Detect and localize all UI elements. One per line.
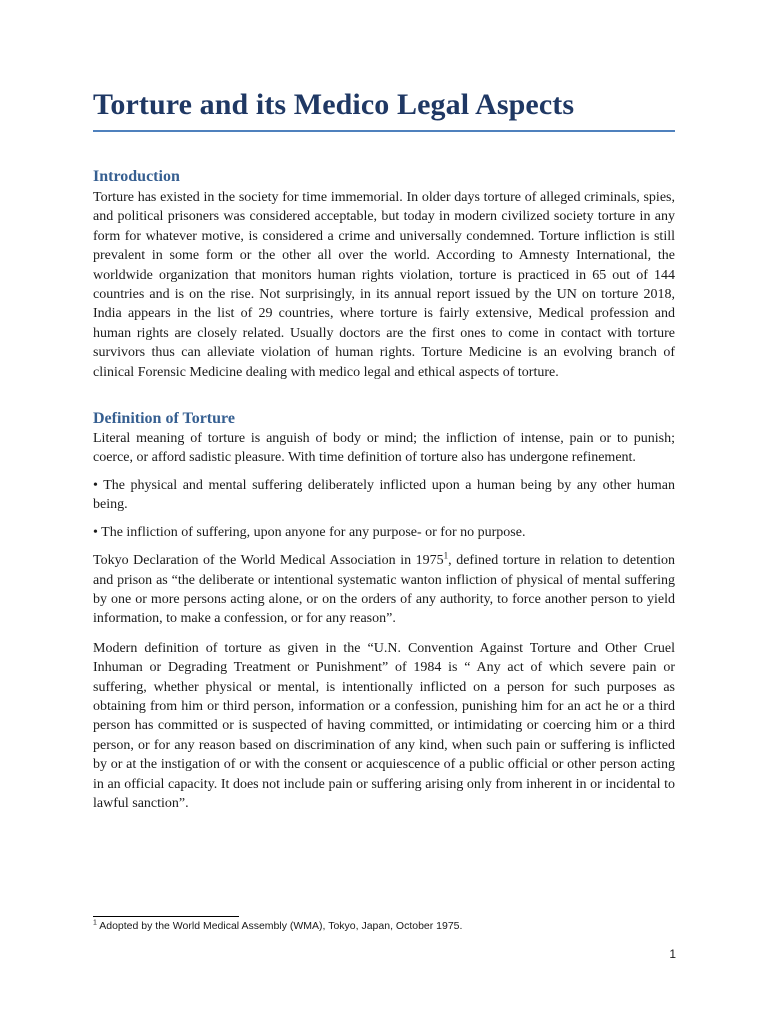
title-underline — [93, 130, 675, 132]
definition-paragraph: Literal meaning of torture is anguish of body or mind; the infliction of intense, pain or to punish; coerce, or afford sadistic pleasure. With time definition of torture also has undergone refinement. — [93, 431, 675, 466]
definition-bullet-2: • The infliction of suffering, upon anyone for any purpose- or for no purpose. — [93, 524, 526, 540]
tokyo-text-start: Tokyo Declaration of the World Medical Association in 1975 — [93, 553, 444, 569]
footnote-separator — [93, 916, 239, 917]
document-title: Torture and its Medico Legal Aspects — [93, 88, 575, 121]
page-number: 1 — [669, 947, 676, 961]
footnote-marker: 1 — [93, 919, 97, 927]
footnote — [93, 920, 462, 932]
introduction-paragraph: Torture has existed in the society for time immemorial. In older days torture of alleged criminals, spies, and political prisoners was considered acceptable, but today in modern civilized society torture in any form for whatever motive, is considered a crime and universally condemned. Torture infliction is still prevalent in some form or the other all over the world. According to Amnesty International, the worldwide organization that monitors human rights violation, torture is practiced in 65 out of 144 countries and is on the rise. Not surprisingly, in its annual report issued by the UN on torture 2018, India appears in the list of 29 countries, where torture is fairly extensive, Medical profession and human rights are closely related. Usually doctors are the first ones to come in contact with torture survivors thus can alleviate violation of human rights. Torture Medicine is an evolving branch of clinical Forensic Medicine dealing with medico legal and ethical aspects of torture. — [93, 190, 675, 380]
tokyo-text-end: , defined torture in relation to detention and prison as “the deliberate or intentional systematic wanton infliction of physical of mental suffering by one or more persons acting alone, or on the orders of any authority, to force another person to yield information, to make a confession, or for any reason”. — [93, 553, 675, 627]
footnote-reference[interactable]: 1 — [443, 550, 449, 561]
tokyo-declaration-paragraph — [93, 551, 675, 629]
introduction-heading: Introduction — [93, 168, 180, 185]
definition-heading: Definition of Torture — [93, 410, 235, 428]
footnote-text: Adopted by the World Medical Assembly (WMA), Tokyo, Japan, October 1975. — [96, 920, 463, 932]
document-body — [93, 84, 675, 813]
definition-bullet-1: • The physical and mental suffering deliberately inflicted upon a human being by any other human being. — [93, 477, 675, 513]
modern-definition-paragraph: Modern definition of torture as given in the “U.N. Convention Against Torture and Other Cruel Inhuman or Degrading Treatment or Punishment” of 1984 is “ Any act of which severe pain or suffering, whether physical or mental, is intentionally inflicted on a person for such purposes as obtaining from him or third person, information or a confession, punishing him for an act he or a third person has committed or is suspected of having committed, or intimidating or coercing him or a third person, or for any reason based on discrimination of any kind, when such pain or suffering is inflicted by or at the instigation of or with the consent or acquiescence of a public official or other person acting in an official capacity. It does not include pain or suffering arising only from inherent in or incidental to lawful sanction”. — [93, 640, 675, 811]
